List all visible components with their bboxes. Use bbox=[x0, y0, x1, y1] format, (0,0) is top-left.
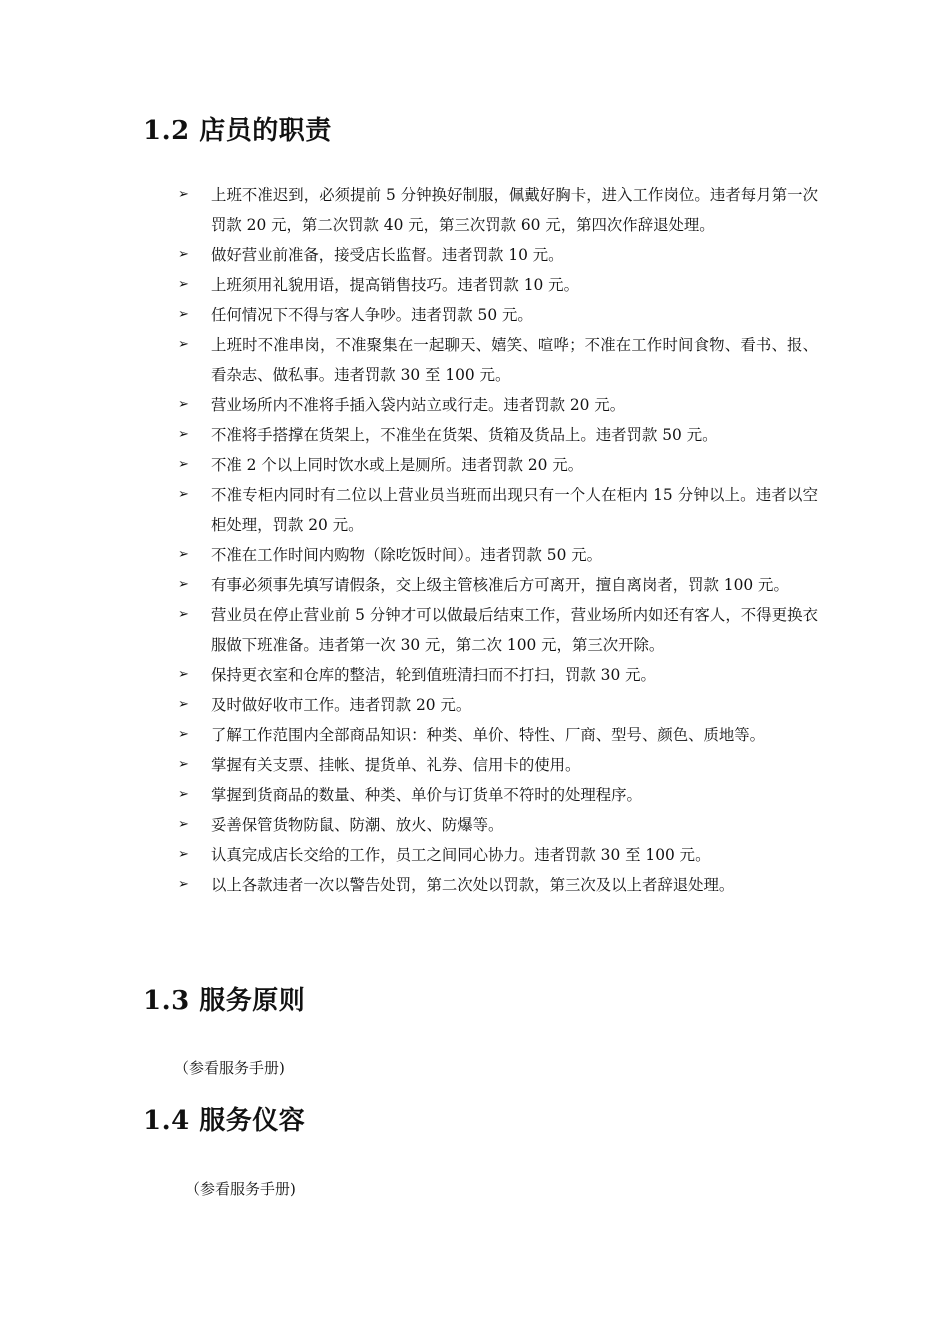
duty-list-item bbox=[178, 270, 818, 300]
duty-text: 上班时不准串岗，不准聚集在一起聊天、嬉笑、喧哗；不准在工作时间食物、看书、报、看杂志、做私事。违者罚款 30 至 100 元。 bbox=[211, 336, 818, 384]
duty-list-item bbox=[178, 240, 818, 270]
duty-list-item bbox=[178, 300, 818, 330]
duty-list-item bbox=[178, 660, 818, 690]
arrowhead-bullet-icon: ➢ bbox=[178, 187, 189, 202]
arrowhead-bullet-icon: ➢ bbox=[178, 337, 189, 352]
duty-text: 做好营业前准备，接受店长监督。违者罚款 10 元。 bbox=[211, 246, 564, 264]
duty-list-item bbox=[178, 330, 818, 390]
duty-list-item bbox=[178, 750, 818, 780]
arrowhead-bullet-icon: ➢ bbox=[178, 547, 189, 562]
duty-text: 营业员在停止营业前 5 分钟才可以做最后结束工作，营业场所内如还有客人，不得更换衣服做下班准备。违者第一次 30 元，第二次 100 元，第三次开除。 bbox=[211, 606, 818, 654]
arrowhead-bullet-icon: ➢ bbox=[178, 757, 189, 772]
duty-list-item bbox=[178, 180, 818, 240]
arrowhead-bullet-icon: ➢ bbox=[178, 817, 189, 832]
arrowhead-bullet-icon: ➢ bbox=[178, 487, 189, 502]
duty-list-item bbox=[178, 540, 818, 570]
duty-text: 不准 2 个以上同时饮水或上是厕所。违者罚款 20 元。 bbox=[211, 456, 584, 474]
duty-text: 认真完成店长交给的工作，员工之间同心协力。违者罚款 30 至 100 元。 bbox=[211, 846, 711, 864]
duty-text: 有事必须事先填写请假条，交上级主管核准后方可离开，擅自离岗者，罚款 100 元。 bbox=[211, 576, 789, 594]
arrowhead-bullet-icon: ➢ bbox=[178, 457, 189, 472]
arrowhead-bullet-icon: ➢ bbox=[178, 427, 189, 442]
duty-text: 掌握有关支票、挂帐、提货单、礼券、信用卡的使用。 bbox=[211, 756, 581, 774]
duty-list-item bbox=[178, 870, 818, 900]
duty-list-item bbox=[178, 450, 818, 480]
duty-text: 营业场所内不准将手插入袋内站立或行走。违者罚款 20 元。 bbox=[211, 396, 626, 414]
arrowhead-bullet-icon: ➢ bbox=[178, 307, 189, 322]
duty-list-item bbox=[178, 420, 818, 450]
service-appearance-note: （参看服务手册) bbox=[185, 1180, 296, 1198]
duty-list-item bbox=[178, 390, 818, 420]
duty-list-item bbox=[178, 690, 818, 720]
duty-text: 及时做好收市工作。违者罚款 20 元。 bbox=[211, 696, 472, 714]
duty-list-item bbox=[178, 840, 818, 870]
duty-text: 上班须用礼貌用语，提高销售技巧。违者罚款 10 元。 bbox=[211, 276, 579, 294]
duty-list-item bbox=[178, 780, 818, 810]
duty-text: 不准专柜内同时有二位以上营业员当班而出现只有一个人在柜内 15 分钟以上。违者以空柜处理，罚款 20 元。 bbox=[211, 486, 818, 534]
section-heading-service-principles: 1.3 服务原则 bbox=[143, 986, 306, 1016]
arrowhead-bullet-icon: ➢ bbox=[178, 277, 189, 292]
service-principles-note: （参看服务手册) bbox=[174, 1059, 285, 1077]
arrowhead-bullet-icon: ➢ bbox=[178, 397, 189, 412]
duty-text: 以上各款违者一次以警告处罚，第二次处以罚款，第三次及以上者辞退处理。 bbox=[211, 876, 735, 894]
duty-text: 任何情况下不得与客人争吵。违者罚款 50 元。 bbox=[211, 306, 533, 324]
section-heading-service-appearance: 1.4 服务仪容 bbox=[143, 1106, 306, 1136]
duty-text: 保持更衣室和仓库的整洁，轮到值班清扫而不打扫，罚款 30 元。 bbox=[211, 666, 656, 684]
duty-text: 不准将手搭撑在货架上，不准坐在货架、货箱及货品上。违者罚款 50 元。 bbox=[211, 426, 718, 444]
duty-list-item bbox=[178, 720, 818, 750]
arrowhead-bullet-icon: ➢ bbox=[178, 607, 189, 622]
arrowhead-bullet-icon: ➢ bbox=[178, 697, 189, 712]
duty-list-item bbox=[178, 480, 818, 540]
duty-text: 不准在工作时间内购物（除吃饭时间）。违者罚款 50 元。 bbox=[211, 546, 603, 564]
arrowhead-bullet-icon: ➢ bbox=[178, 727, 189, 742]
arrowhead-bullet-icon: ➢ bbox=[178, 247, 189, 262]
arrowhead-bullet-icon: ➢ bbox=[178, 877, 189, 892]
arrowhead-bullet-icon: ➢ bbox=[178, 577, 189, 592]
duty-list bbox=[178, 180, 818, 900]
arrowhead-bullet-icon: ➢ bbox=[178, 667, 189, 682]
duty-text: 妥善保管货物防鼠、防潮、放火、防爆等。 bbox=[211, 816, 504, 834]
arrowhead-bullet-icon: ➢ bbox=[178, 847, 189, 862]
duty-list-item bbox=[178, 810, 818, 840]
duty-list-item bbox=[178, 600, 818, 660]
duty-list-item bbox=[178, 570, 818, 600]
arrowhead-bullet-icon: ➢ bbox=[178, 787, 189, 802]
duty-text: 了解工作范围内全部商品知识：种类、单价、特性、厂商、型号、颜色、质地等。 bbox=[211, 726, 766, 744]
section-heading-duties: 1.2 店员的职责 bbox=[143, 116, 332, 146]
duty-text: 上班不准迟到，必须提前 5 分钟换好制服，佩戴好胸卡，进入工作岗位。违者每月第一次罚款 20 元，第二次罚款 40 元，第三次罚款 60 元，第四次作辞退处理。 bbox=[211, 186, 818, 234]
duty-text: 掌握到货商品的数量、种类、单价与订货单不符时的处理程序。 bbox=[211, 786, 642, 804]
